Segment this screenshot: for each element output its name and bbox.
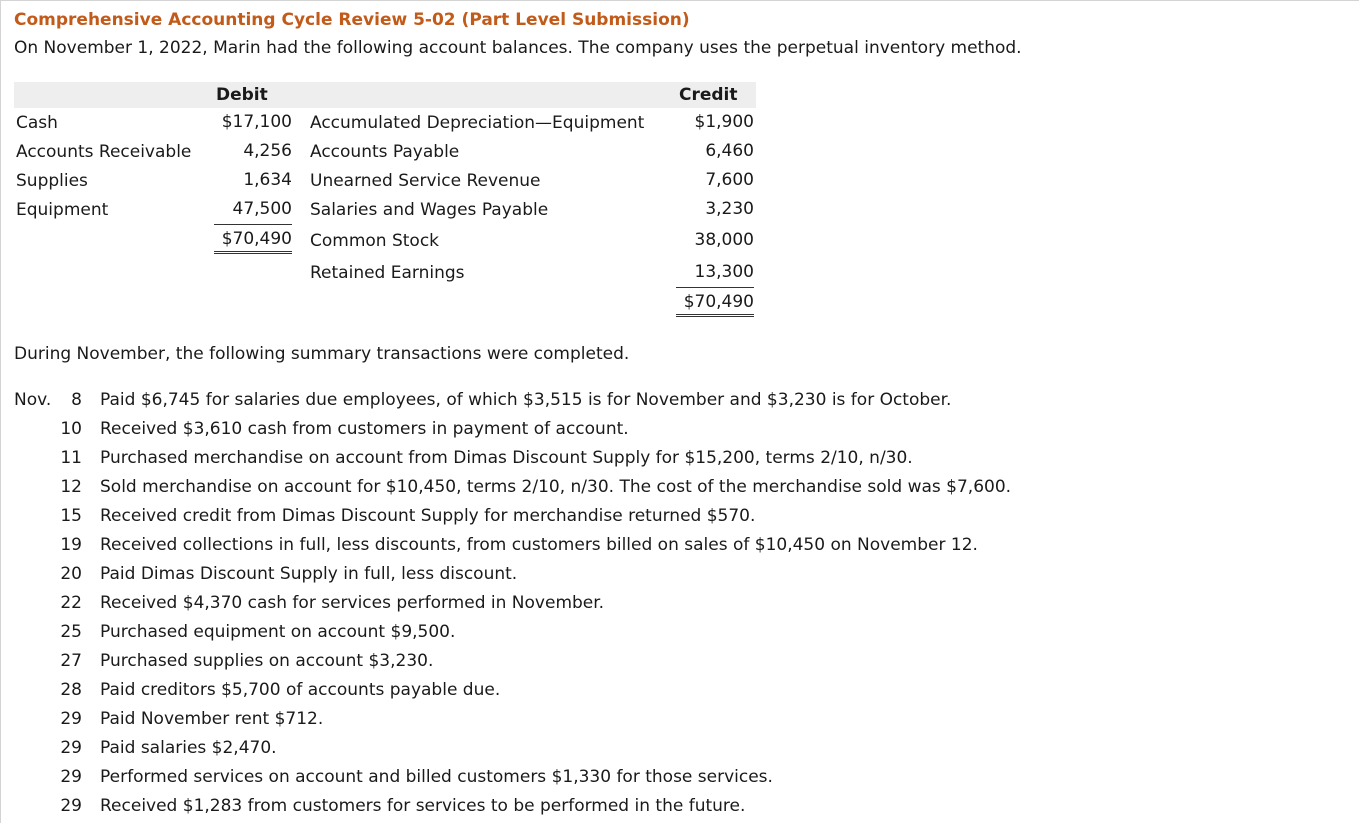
credit-amount: 3,230: [705, 199, 754, 219]
transaction-day: 29: [60, 767, 82, 787]
transaction-day: 20: [60, 564, 82, 584]
transaction-day: 29: [60, 796, 82, 816]
transaction-text: Received collections in full, less discounts, from customers billed on sales of $10,450 on November 12.: [100, 535, 978, 555]
transaction-day: 22: [60, 593, 82, 613]
transactions-intro: During November, the following summary transactions were completed.: [14, 344, 630, 364]
credit-header: Credit: [679, 85, 738, 105]
balance-table-header: [14, 82, 756, 108]
intro-text: On November 1, 2022, Marin had the following account balances. The company uses the perpetual inventory method.: [14, 38, 1022, 58]
transaction-text: Paid salaries $2,470.: [100, 738, 277, 758]
debit-header: Debit: [216, 85, 268, 105]
credit-account: Accounts Payable: [310, 142, 460, 162]
debit-amount: 4,256: [243, 141, 292, 161]
transaction-text: Purchased equipment on account $9,500.: [100, 622, 456, 642]
debit-amount: 1,634: [243, 170, 292, 190]
credit-account: Common Stock: [310, 231, 440, 251]
debit-account: Cash: [16, 113, 58, 133]
transaction-day: 27: [60, 651, 82, 671]
transaction-text: Purchased merchandise on account from Dimas Discount Supply for $15,200, terms 2/10, n/30.: [100, 448, 913, 468]
credit-account: Unearned Service Revenue: [310, 171, 541, 191]
credit-total: $70,490: [676, 287, 754, 317]
credit-amount: 38,000: [694, 230, 754, 250]
transaction-day: 15: [60, 506, 82, 526]
credit-amount: 7,600: [705, 170, 754, 190]
debit-account: Equipment: [16, 200, 109, 220]
transaction-day: 25: [60, 622, 82, 642]
transaction-text: Received $1,283 from customers for services to be performed in the future.: [100, 796, 746, 816]
credit-account: Salaries and Wages Payable: [310, 200, 549, 220]
transaction-day: 28: [60, 680, 82, 700]
month-label: Nov.: [14, 390, 52, 410]
transaction-day: 29: [60, 738, 82, 758]
debit-account: Supplies: [16, 171, 88, 191]
transaction-day: 11: [60, 448, 82, 468]
transaction-day: 10: [60, 419, 82, 439]
transaction-text: Received $4,370 cash for services performed in November.: [100, 593, 605, 613]
credit-amount: $1,900: [694, 112, 754, 132]
debit-total: $70,490: [214, 224, 292, 254]
transaction-text: Paid creditors $5,700 of accounts payable due.: [100, 680, 501, 700]
debit-amount: 47,500: [232, 199, 292, 219]
transaction-day: 12: [60, 477, 82, 497]
page-title: Comprehensive Accounting Cycle Review 5-02 (Part Level Submission): [14, 10, 690, 30]
transaction-text: Paid Dimas Discount Supply in full, less discount.: [100, 564, 518, 584]
transaction-day: 29: [60, 709, 82, 729]
transaction-text: Performed services on account and billed customers $1,330 for those services.: [100, 767, 773, 787]
transaction-text: Paid November rent $712.: [100, 709, 324, 729]
transaction-text: Purchased supplies on account $3,230.: [100, 651, 434, 671]
credit-account: Retained Earnings: [310, 263, 465, 283]
transaction-day: 19: [60, 535, 82, 555]
transaction-text: Received credit from Dimas Discount Supply for merchandise returned $570.: [100, 506, 756, 526]
debit-amount: $17,100: [221, 112, 292, 132]
transaction-text: Paid $6,745 for salaries due employees, of which $3,515 is for November and $3,230 is for October.: [100, 390, 952, 410]
transaction-text: Sold merchandise on account for $10,450, terms 2/10, n/30. The cost of the merchandise sold was $7,600.: [100, 477, 1012, 497]
credit-amount: 6,460: [705, 141, 754, 161]
credit-account: Accumulated Depreciation—Equipment: [310, 113, 645, 133]
debit-account: Accounts Receivable: [16, 142, 192, 162]
credit-amount: 13,300: [694, 262, 754, 282]
transaction-text: Received $3,610 cash from customers in payment of account.: [100, 419, 629, 439]
transaction-day: 8: [71, 390, 82, 410]
